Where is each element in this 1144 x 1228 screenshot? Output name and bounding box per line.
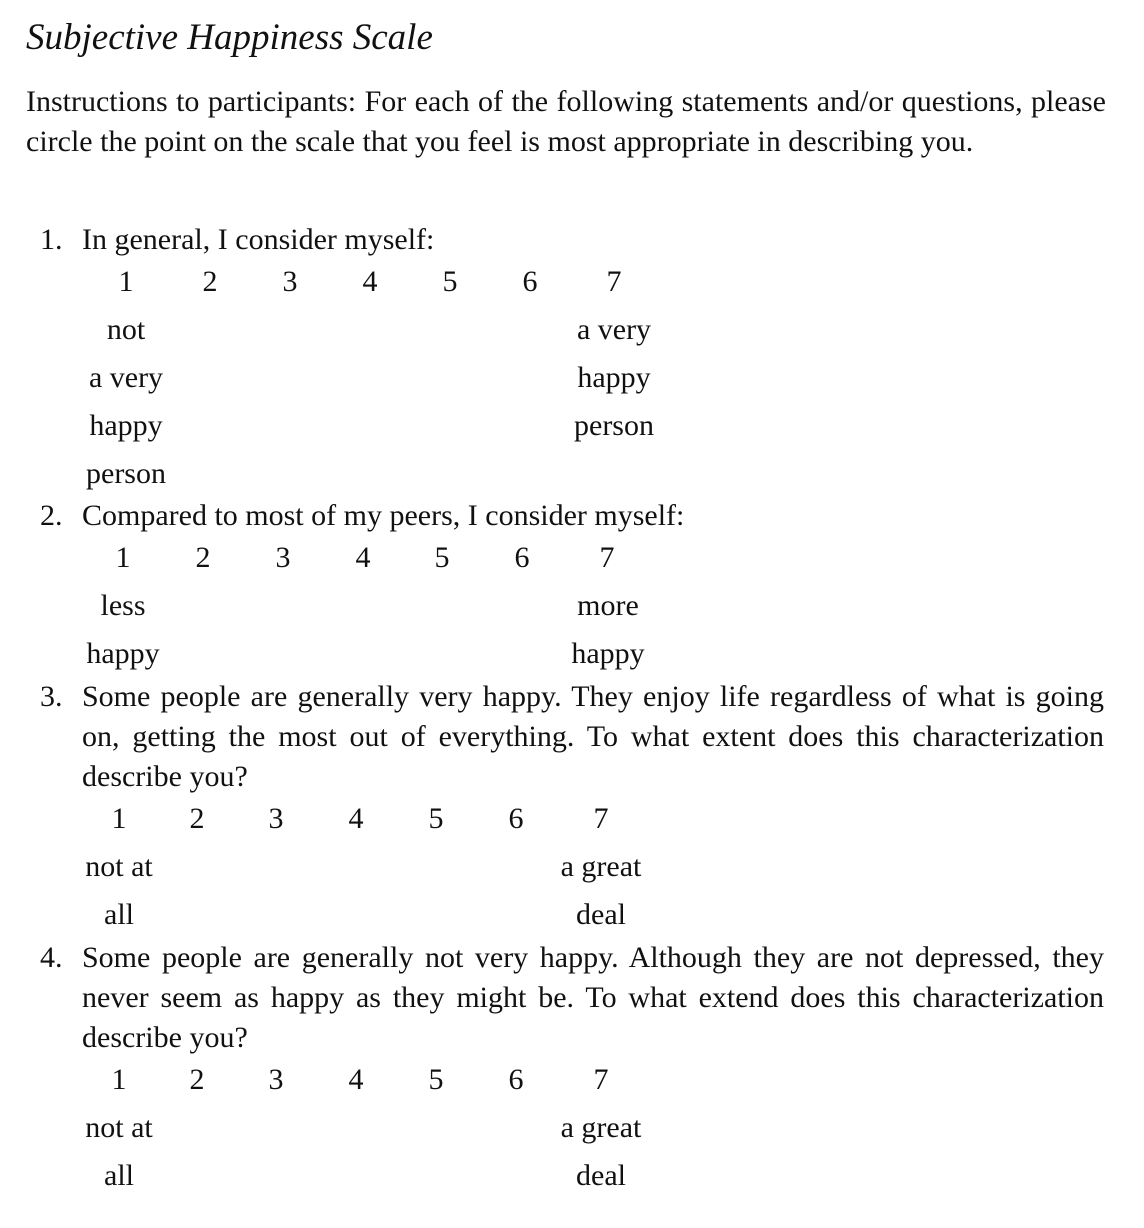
scale-point[interactable]: 5 — [428, 802, 444, 835]
instructions-paragraph: Instructions to participants: For each of the following statements and/or questions, please circle the point on the scale that you feel is most appropriate in describing you. — [26, 85, 1106, 158]
page-title: Subjective Happiness Scale — [26, 17, 433, 58]
scale-point[interactable]: 3 — [282, 265, 298, 298]
anchor-line: deal — [576, 898, 626, 931]
item-number: 2. — [40, 499, 63, 532]
item-question: Compared to most of my peers, I consider myself: — [82, 499, 685, 532]
scale-point[interactable]: 6 — [522, 265, 538, 298]
anchor-line: happy — [577, 361, 651, 394]
anchor-line: all — [104, 1159, 134, 1192]
anchor-line: happy — [571, 637, 645, 670]
scale-point[interactable]: 2 — [189, 1063, 205, 1096]
anchor-line: not at — [85, 850, 153, 883]
scale-point[interactable]: 6 — [514, 541, 530, 574]
scale-point[interactable]: 3 — [268, 1063, 284, 1096]
anchor-line: a very — [88, 361, 164, 394]
scale-point[interactable]: 1 — [111, 802, 127, 835]
anchor-line: person — [86, 457, 166, 490]
anchor-line: a great — [560, 850, 642, 883]
scale-point[interactable]: 5 — [428, 1063, 444, 1096]
scale-point[interactable]: 3 — [268, 802, 284, 835]
anchor-line: a great — [560, 1111, 642, 1144]
scale-point[interactable]: 4 — [348, 1063, 364, 1096]
scale-point[interactable]: 2 — [202, 265, 218, 298]
item-number: 1. — [40, 223, 63, 256]
scale-point[interactable]: 5 — [442, 265, 458, 298]
right-anchor-label — [514, 306, 714, 450]
anchor-line: not at — [85, 1111, 153, 1144]
item-question: Some people are generally not very happy. Although they are not depressed, they never seem as happy as they might be. To what extend does this characterization describe you? — [82, 941, 1104, 1054]
scale-point[interactable]: 4 — [355, 541, 371, 574]
left-anchor-label — [19, 843, 219, 939]
scale-point[interactable]: 1 — [115, 541, 131, 574]
scale-point[interactable]: 7 — [599, 541, 615, 574]
scale-point[interactable]: 1 — [111, 1063, 127, 1096]
right-anchor-label — [501, 843, 701, 939]
item-question: In general, I consider myself: — [82, 223, 435, 256]
scale-point[interactable]: 7 — [606, 265, 622, 298]
scale-point[interactable]: 3 — [275, 541, 291, 574]
right-anchor-label — [501, 1104, 701, 1200]
scale-point[interactable]: 2 — [189, 802, 205, 835]
scale-point[interactable]: 4 — [362, 265, 378, 298]
anchor-line: all — [104, 898, 134, 931]
left-anchor-label — [26, 306, 226, 498]
scale-point[interactable]: 6 — [508, 802, 524, 835]
right-anchor-label — [508, 582, 708, 678]
anchor-line: more — [577, 589, 639, 622]
left-anchor-label — [23, 582, 223, 678]
scale-point[interactable]: 6 — [508, 1063, 524, 1096]
anchor-line: happy — [86, 637, 160, 670]
scale-point[interactable]: 7 — [593, 1063, 609, 1096]
item-question: Some people are generally very happy. They enjoy life regardless of what is going on, getting the most out of everything. To what extent does this characterization describe you? — [82, 680, 1104, 793]
item-number: 4. — [40, 941, 63, 974]
scale-point[interactable]: 2 — [195, 541, 211, 574]
scale-point[interactable]: 5 — [434, 541, 450, 574]
item-number: 3. — [40, 680, 63, 713]
anchor-line: deal — [576, 1159, 626, 1192]
scale-point[interactable]: 1 — [118, 265, 134, 298]
scale-point[interactable]: 4 — [348, 802, 364, 835]
scale-point[interactable]: 7 — [593, 802, 609, 835]
anchor-line: less — [100, 589, 146, 622]
anchor-line: happy — [89, 409, 163, 442]
left-anchor-label — [19, 1104, 219, 1200]
anchor-line: person — [574, 409, 654, 442]
anchor-line: a very — [576, 313, 652, 346]
anchor-line: not — [106, 313, 146, 346]
